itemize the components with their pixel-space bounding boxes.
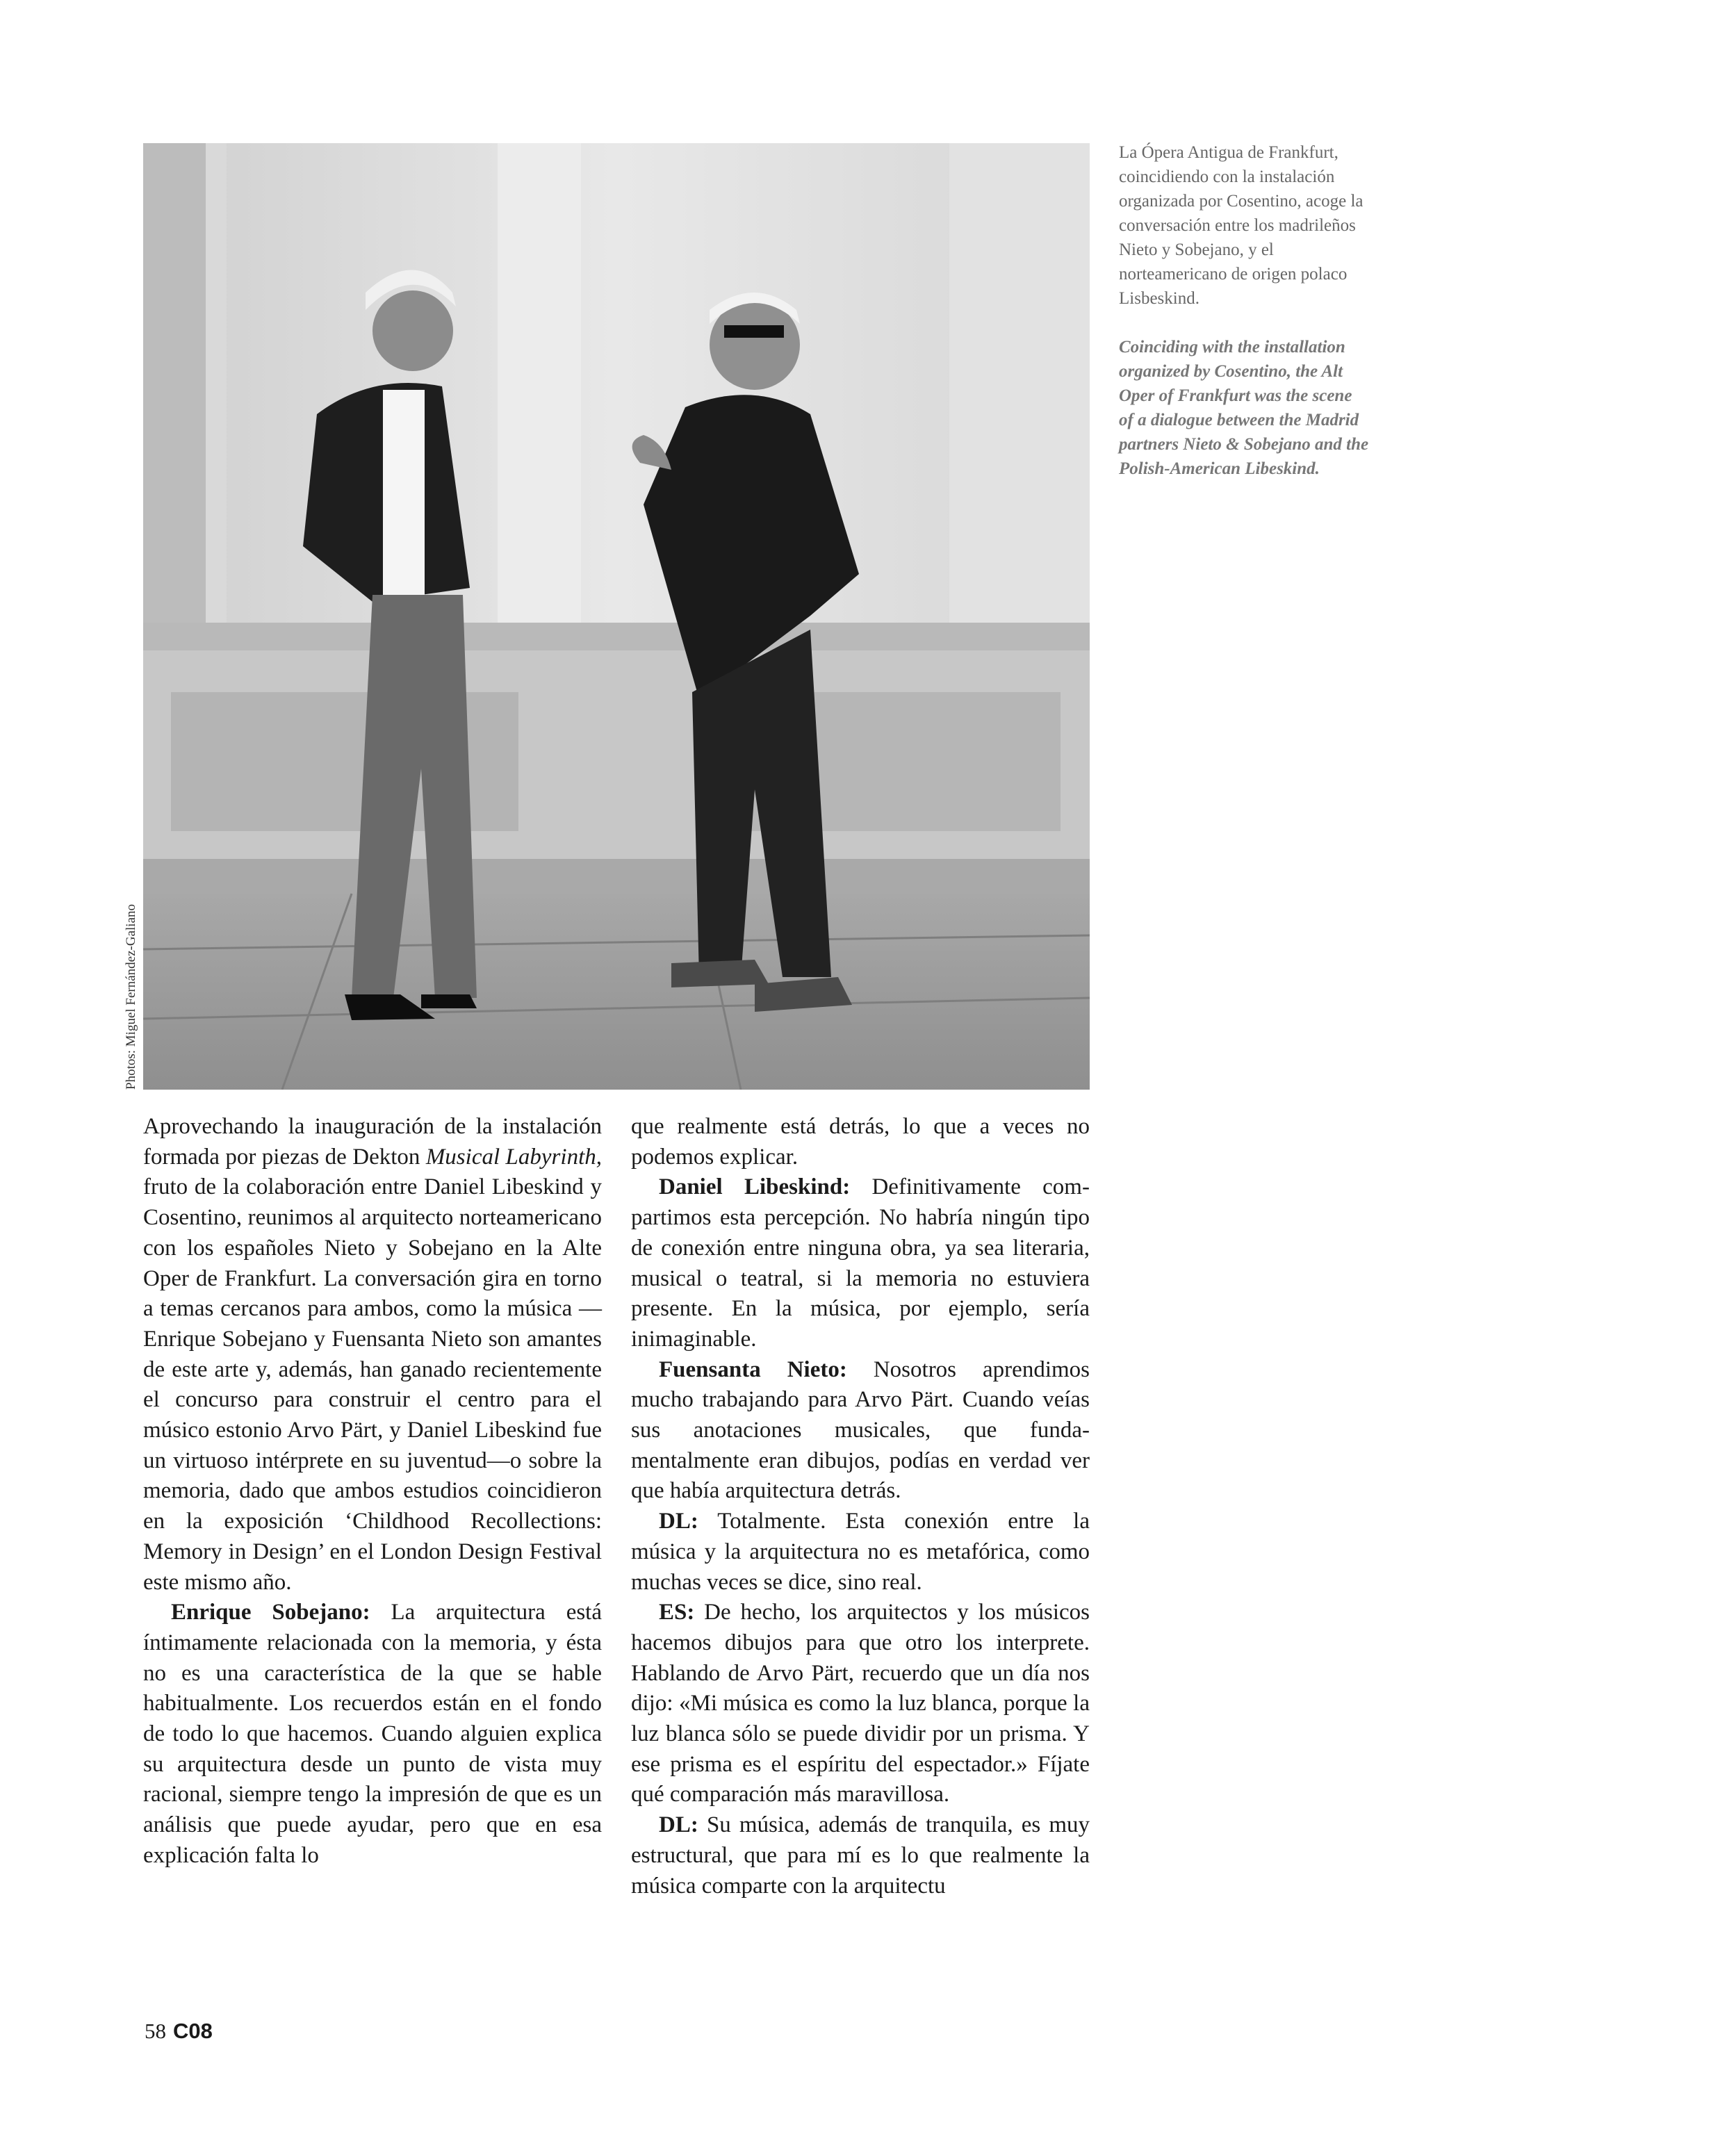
speaker-name: DL:: [659, 1812, 698, 1838]
article-column-2: [631, 1112, 1090, 1901]
speaker-name: Fuensanta Nieto:: [659, 1356, 847, 1382]
intro-text-a: Aprovechando la inauguración de la instalación formada por piezas de Dekton: [143, 1114, 602, 1170]
caption-spanish: La Ópera Antigua de Frankfurt, coincidiendo con la instalación organizada por Cosentino, acoge la conversación entre los madrileños Nieto y Sobejano, y el norteamericano de origen polaco Lisbeskind.: [1119, 143, 1364, 308]
dialogue-text: Totalmente. Esta conexión entre la música y la arquitectura no es metafórica, como muchas veces se dice, sino real.: [631, 1509, 1090, 1595]
dialogue-text: La arquitectura está íntimamente relacionada con la memoria, y ésta no es una característica de la que se hable habitualmente. Los recuerdos están en el fondo de todo lo que hacemos. Cuando alguien explica su arquitectura desde un punto de vista muy racional, siempre tengo la impresión de que es un análisis que puede ayudar, pero que en esa explicación falta lo: [143, 1600, 603, 1868]
dialogue-paragraph: [631, 1507, 1090, 1598]
dialogue-text: De hecho, los arquitectos y los músicos hacemos dibujos para que otro los interprete. Hablando de Arvo Pärt, recuerdo que un día nos dijo: «Mi música es como la luz blanca, porque la luz blanca sólo se puede dividir por un prisma. Y ese prisma es el espíritu del espectador.» Fíjate qué comparación más maravillosa.: [631, 1600, 1090, 1807]
dialogue-paragraph: [631, 1355, 1090, 1507]
dialogue-paragraph: [631, 1172, 1090, 1354]
dialogue-text: Su música, además de tranquila, es muy estructural, que para mí es lo que realmente la música comparte con la arquitectu: [631, 1812, 1090, 1899]
intro-paragraph: [143, 1112, 602, 1598]
dialogue-paragraph: [631, 1810, 1090, 1901]
dialogue-text: Nosotros aprendimos mucho trabajando para Arvo Pärt. Cuando veías sus anotaciones musicales, que fundamentalmente eran dibujos, podías en verdad ver que había arquitectura detrás.: [631, 1356, 1090, 1504]
dialogue-text: Definitivamente compartimos esta percepción. No habría ningún tipo de conexión entre ninguna obra, ya sea literaria, musical o teatral, si la memoria no estuviera presente. En la música, por ejemplo, sería inimaginable.: [631, 1174, 1090, 1352]
continued-paragraph: que realmente está detrás, lo que a veces no podemos explicar.: [631, 1114, 1090, 1170]
feature-photo: [143, 143, 1090, 1090]
page-folio: [145, 2019, 213, 2044]
photo-credit: Photos: Miguel Fernández-Galiano: [124, 903, 138, 1090]
exhibition-title: Musical Labyrinth,: [425, 1144, 602, 1170]
caption-english: Coinciding with the installation organized by Cosentino, the Alt Oper of Frankfurt was the scene of a dialogue between the Madrid partners Nieto & Sobejano and the Polish-American Libeskind.: [1119, 338, 1369, 478]
feature-photo-illustration: [143, 143, 1090, 1090]
article-column-1: [143, 1112, 602, 1871]
photo-caption: [1119, 140, 1369, 505]
speaker-name: Daniel Libeskind:: [659, 1174, 851, 1200]
speaker-name: DL:: [659, 1509, 698, 1534]
speaker-name: Enrique Sobejano:: [171, 1600, 370, 1625]
page-number: 58: [145, 2019, 166, 2043]
dialogue-paragraph: [631, 1598, 1090, 1810]
speaker-name: ES:: [659, 1600, 695, 1625]
magazine-name: C08: [173, 2019, 213, 2043]
intro-text-b: fruto de la colaboración entre Daniel Libeskind y Cosentino, reunimos al arquitecto norteamericano con los españoles Nieto y Sobejano en la Alte Oper de Frankfurt. La conversación gira en torno a temas cercanos para ambos, como la música —Enrique Sobejano y Fuensanta Nieto son amantes de este arte y, además, han ganado recientemente el concurso para construir el centro para el músico estonio Arvo Pärt, y Daniel Libeskind fue un virtuoso intérprete en su juventud—o sobre la memoria, dado que ambos estudios coincidieron en la exposición ‘Childhood Recollections: Memory in Design’ en el London Design Festival este mismo año.: [143, 1174, 602, 1595]
dialogue-paragraph: [143, 1598, 602, 1871]
